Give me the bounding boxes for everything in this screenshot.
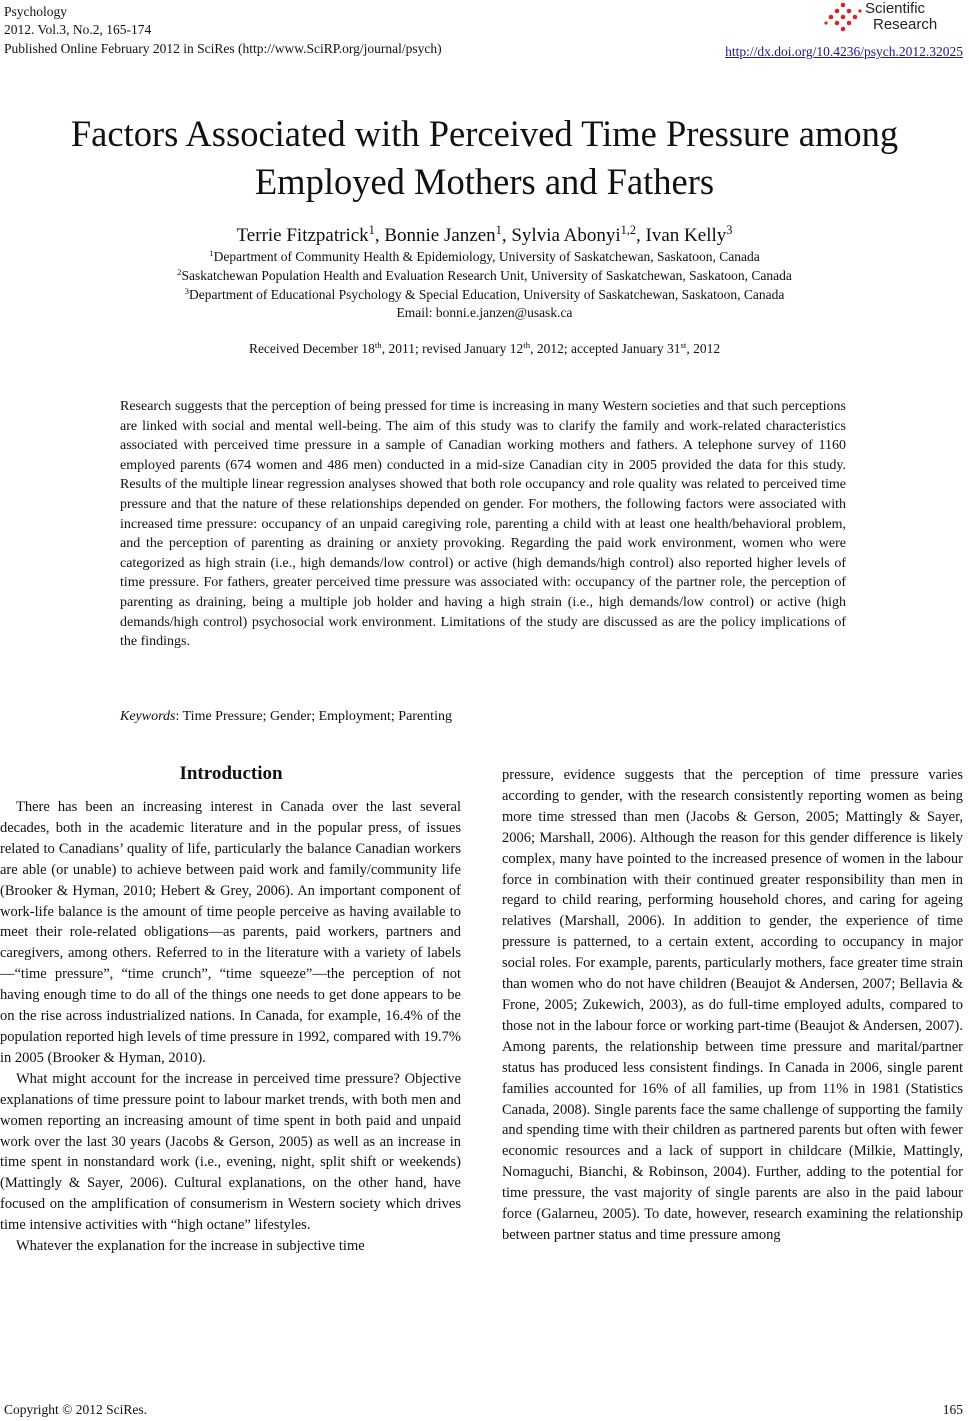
author-name: Terrie Fitzpatrick [236,225,369,246]
affiliation-1 [0,249,969,265]
left-column [0,797,461,1257]
page-number: 165 [942,1402,963,1417]
received-text: Received December 18 [248,341,375,356]
author-list [0,225,969,247]
author-name: , Ivan Kelly [636,225,727,246]
paragraph: pressure, evidence suggests that the perception of time pressure varies according to gender, with the research consistently reporting women as being more time stressed than men (Jacobs & Gerson, 2005; Mattingly & Sayer, 2006; Marshall, 2006). Although the reason for this gender difference is likely complex, many have pointed to the increased presence of women in the labour force in combination with their continued greater responsibility than men in regard to child rearing, performing household chores, and caring for ageing relatives (Marshall, 2006). In addition to gender, the experience of time pressure is patterned, to a certain extent, according to occupancy in major social roles. For example, parents, particularly mothers, face greater time strain than women who do not have children (Beaujot & Andersen, 2007; Bellavia & Frone, 2005; Zukewich, 2003), as do full-time employed adults, compared to those not in the labour force or working part-time (Beaujot & Andersen, 2007). Among parents, the relationship between time pressure and marital/partner status has produced less consistent findings. In Canada in 2006, single parent families accounted for 16% of all families, up from 11% in 1981 (Statistics Canada, 2008). Single parents face the same challenge of supporting the family and spending time with their children as partnered parents but often with fewer economic resources and a lack of support in childcare (Milkie, Mattingly, Nomaguchi, Bianchi, & Robinson, 2004). Further, adding to the potential for time pressure, the vast majority of single parents are also in the paid labour force (Galarneu, 2005). To date, however, research examining the relationship between partner status and time pressure among [502,767,963,1243]
logo-line-1: Scientific [865,0,926,17]
author-name: , Bonnie Janzen [374,225,496,246]
affiliation-2 [0,268,969,284]
affiliation-sup: 2 [177,267,182,278]
author-email: Email: bonni.e.janzen@usask.ca [396,305,573,320]
ordinal-sup: th [523,340,531,351]
paragraph: There has been an increasing interest in Canada over the last several decades, both in the academic literature and in the popular press, of issues related to Canadians’ quality of life, particularly the balance Canadian workers are able (or unable) to achieve between paid work and family/community life (Brooker & Hyman, 2010; Hebert & Grey, 2006). An important component of work-life balance is the amount of time people perceive as having available to meet their role-related obligations—as parents, paid workers, partners and caregivers, among others. Referred to in the literature with a variety of labels—“time pressure”, “time crunch”, “time squeeze”—the perception of not having enough time to do all of the things one needs to get done appears to be on the rise across industrialized nations. In Canada, for example, 16.4% of the population reported high levels of time pressure in 1992, compared with 19.7% in 2005 (Brooker & Hyman, 2010). [0,799,461,1066]
paragraph: Whatever the explanation for the increase in subjective time [16,1238,365,1255]
copyright: Copyright © 2012 SciRes. [4,1402,148,1417]
keywords-list: : Time Pressure; Gender; Employment; Parenting [175,709,452,724]
journal-name: Psychology [4,4,68,19]
author-affil-sup: 1 [495,223,502,238]
paragraph: What might account for the increase in perceived time pressure? Objective explanations of time pressure point to labour market trends, with both men and women reporting an increasing amount of time spent in both paid and unpaid work over the last 30 years (Jacobs & Gerson, 2005) as well as an increase in time spent in nonstandard work (i.e., evening, night, split shift or weekends) (Mattingly & Sayer, 2006). Cultural explanations, on the other hand, have focused on the amplification of consumerism in Western society which drives time intensive activities with “high octane” lifestyles. [0,1070,461,1234]
affiliation-sup: 1 [209,248,214,259]
affiliation-sup: 3 [184,286,190,297]
published-info: Published Online February 2012 in SciRes (http://www.SciRP.org/journal/psych) [4,41,442,56]
title-line-2: Employed Mothers and Fathers [254,161,715,202]
affiliation-text: Saskatchewan Population Health and Evaluation Research Unit, University of Saskatchewan, Saskatoon, Canada [181,268,792,283]
ordinal-sup: th [374,340,382,351]
abstract: Research suggests that the perception of being pressed for time is increasing in many Western societies and that such perceptions are linked with social and mental well-being. The aim of this study was to clarify the family and work-related characteristics associated with perceived time pressure in a sample of Canadian working mothers and fathers. A telephone survey of 1160 employed parents (674 women and 486 men) conducted in a mid-size Canadian city in 2005 provided the data for this study. Results of the multiple linear regression analyses showed that both role occupancy and role quality was related to perceived time pressure and that the nature of these relationships depended on gender. For mothers, the following factors were associated with increased time pressure: occupancy of an unpaid caregiving role, parenting a child with at least one health/behavioral problem, and the perception of parenting as draining or anxiety provoking. Regarding the paid work environment, women who were categorized as high strain (i.e., high demands/low control) or active (high demands/high control) also reported higher levels of time pressure. For fathers, greater perceived time pressure was associated with: occupancy of the partner role, the perception of parenting as draining, being a multiple job holder and having a high strain (i.e., high demands/low control) or active (high demands/high control) psychosocial work environment. Limitations of the study are discussed as are the policy implications of the findings. [120,399,846,650]
right-column [502,765,963,1246]
publisher-logo [823,2,963,38]
ordinal-sup: st [680,340,687,351]
affiliation-text: Department of Educational Psychology & Special Education, University of Saskatchewan, Saskatoon, Canada [189,287,785,302]
affiliation-3 [0,287,969,303]
author-affil-sup: 3 [726,223,733,238]
accepted-text: , 2012; accepted January 31 [530,341,681,356]
diamond-dots-icon [823,2,863,36]
doi-link[interactable]: http://dx.doi.org/10.4236/psych.2012.32025 [725,44,963,59]
author-name: , Sylvia Abonyi [501,225,621,246]
volume-info: 2012. Vol.3, No.2, 165-174 [4,22,152,37]
section-heading: Introduction [179,763,283,784]
title-line-1: Factors Associated with Perceived Time Pressure among [70,113,899,154]
paper-title [0,110,969,206]
affiliation-text: Department of Community Health & Epidemiology, University of Saskatchewan, Saskatoon, Canada [213,249,760,264]
year-text: , 2012 [686,341,721,356]
author-affil-sup: 1 [368,223,375,238]
revised-text: , 2011; revised January 12 [381,341,524,356]
author-affil-sup: 1,2 [620,223,637,238]
logo-line-2: Research [873,16,938,33]
keywords [120,709,452,725]
received-dates [0,341,969,357]
keywords-label: Keywords [120,709,176,724]
